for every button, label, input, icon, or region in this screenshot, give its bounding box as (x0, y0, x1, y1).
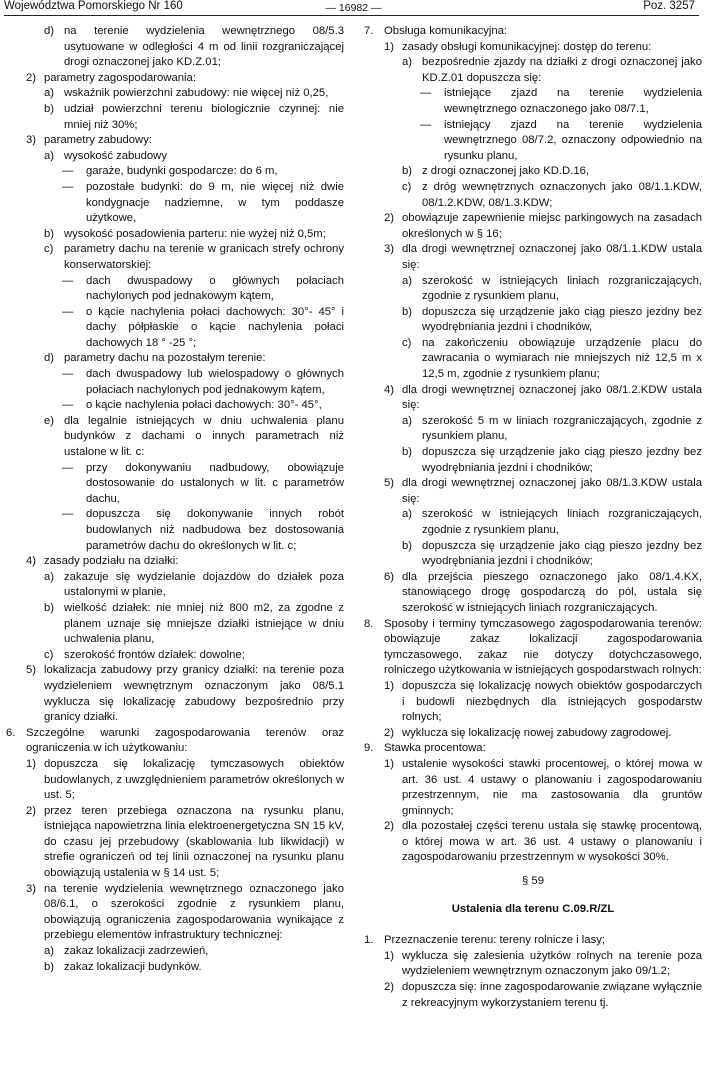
list-marker: 3) (384, 243, 395, 256)
list-item-text: o kącie nachylenia połaci dachowych: 30°- 45° i dachy półpłaskie o kącie nachylenia połaci dachowych 18 ° -25 °; (86, 305, 344, 349)
list-marker: b) (44, 960, 55, 973)
list-item (6, 944, 344, 960)
list-item-text: dopuszcza się dokonywanie innych robót budowlanych niż nadbudowa bez dostosowania parametrów dachu do określonych w lit. c; (86, 508, 344, 552)
list-item (6, 133, 344, 149)
list-item-text: zakaz lokalizacji zadrzewień, (64, 945, 209, 958)
list-item-text: dach dwuspadowy lub wielospadowy o głównych połaciach nachylonych pod jednakowym kątem, (86, 368, 344, 396)
list-marker: 1) (384, 949, 395, 962)
list-marker: — (420, 87, 432, 100)
list-item (364, 757, 702, 819)
list-marker: 2) (384, 981, 395, 994)
list-marker: — (62, 305, 74, 318)
list-item (364, 40, 702, 56)
list-item-text: dla drogi wewnętrznej oznaczonej jako 08/1.1.KDW ustala się: (402, 243, 702, 271)
list-marker: a) (402, 508, 413, 521)
list-item (364, 933, 702, 949)
list-item (6, 960, 344, 976)
list-item (364, 414, 702, 445)
list-marker: b) (44, 102, 55, 115)
list-item (6, 102, 344, 133)
list-marker: c) (44, 243, 54, 256)
list-item-text: dach dwuspadowy o głównych połaciach nachylonych pod jednakowym kątem, (86, 274, 344, 303)
list-marker: a) (44, 149, 55, 162)
left-column (6, 24, 344, 975)
list-item (6, 274, 344, 305)
list-marker: a) (44, 945, 55, 958)
list-marker: 5) (26, 664, 37, 677)
list-item-text: Sposoby i terminy tymczasowego zagospodarowania terenów: obowiązuje zakaz lokalizacji zagospodarowania tymczasowego, zakaz nie dotyczy dotychczasowego, rolniczego użytkowania w istniejących gospodarstwach rolnych: (384, 617, 702, 677)
list-marker: 1) (26, 757, 37, 770)
list-item-text: pozostałe budynki: do 9 m, nie więcej niż dwie kondygnacje nadziemne, w tym poddasze użytkowe, (86, 180, 344, 225)
list-item (6, 149, 344, 165)
list-item-text: parametry zagospodarowania: (44, 71, 196, 84)
list-item (6, 227, 344, 243)
list-item-text: dopuszcza się: inne zagospodarowanie związane wyłącznie z rekreacyjnym wykorzystaniem terenu tj. (402, 981, 702, 1009)
list-marker: b) (402, 305, 413, 318)
list-item-text: dla drogi wewnętrznej oznaczonej jako 08/1.3.KDW ustala się: (402, 477, 702, 505)
list-item-text: szerokość frontów działek: dowolne; (64, 648, 245, 661)
list-item-text: wyklucza się zalesienia użytków rolnych na terenie poza wydzieleniem wewnętrznym oznaczonym jako 09/1.2; (402, 949, 702, 978)
list-marker: — (62, 274, 74, 287)
list-item-text: wysokość zabudowy (64, 149, 167, 162)
list-item-text: obowiązuje zapewnienie miejsc parkingowych na zasadach określonych w § 16; (402, 212, 702, 240)
list-item (6, 86, 344, 102)
list-marker: 5) (384, 477, 395, 490)
page-header (0, 0, 707, 16)
journal-title: Województwa Pomorskiego Nr 160 (4, 0, 183, 12)
list-item (6, 663, 344, 725)
list-item (364, 819, 702, 866)
section-number: § 59 (522, 875, 544, 888)
list-item (364, 24, 702, 40)
list-marker: — (62, 461, 74, 474)
list-item (364, 274, 702, 305)
list-item-text: szerokość 5 m w liniach rozgraniczających, zgodnie z rysunkiem planu, (422, 414, 702, 443)
list-item-text: zasady obsługi komunikacyjnej: dostęp do terenu: (402, 40, 652, 53)
list-item-text: dopuszcza się urządzenie jako ciąg pieszo jezdny bez wyodrębniania jezdni i chodników, (422, 305, 702, 334)
list-item-text: przez teren przebiega oznaczona na rysunku planu, istniejąca napowietrzna linia elektroenergetyczna SN 15 kV, do czasu jej przebudowy (skablowania lub likwidacji) w strefie ograniczeń od tej linii oznaczonej na rysunku planu obowiązują ustalenia w § 14 ust. 5; (44, 804, 344, 880)
list-marker: b) (402, 539, 413, 552)
list-item (364, 539, 702, 570)
list-item (364, 617, 702, 679)
list-marker: b) (402, 446, 413, 459)
list-item (364, 164, 702, 180)
page-number: — 16982 — (325, 2, 382, 14)
list-item (6, 804, 344, 882)
list-marker: c) (44, 648, 54, 661)
list-marker: 1) (384, 40, 395, 53)
list-marker: 7. (364, 25, 374, 37)
list-item (6, 164, 344, 180)
list-marker: b) (402, 165, 413, 178)
list-item (6, 554, 344, 570)
list-marker: a) (44, 87, 55, 100)
list-item-text: istniejące zjazd na terenie wydzielenia wewnętrznego oznaczonego jako 08/7.1, (444, 87, 702, 115)
list-marker: e) (44, 414, 55, 427)
list-marker: 9. (364, 742, 374, 755)
list-item-text: zakaz lokalizacji budynków. (64, 960, 202, 973)
list-item (364, 242, 702, 273)
list-marker: — (420, 118, 432, 131)
list-marker: a) (44, 570, 55, 583)
list-item (6, 507, 344, 554)
list-item-text: Obsługa komunikacyjna: (384, 25, 508, 37)
list-item-text: szerokość w istniejących liniach rozgraniczających, zgodnie z rysunkiem planu, (422, 274, 702, 303)
list-marker: 2) (384, 212, 395, 225)
list-item-text: szerokość w istniejących liniach rozgraniczających, zgodnie z rysunkiem planu, (422, 508, 702, 536)
list-item-text: Stawka procentowa: (384, 742, 486, 755)
list-item-text: dopuszcza się lokalizację nowych obiektów gospodarczych i budowli niezbędnych dla istniejących gospodarstw rolnych; (402, 679, 702, 724)
list-item-text: z drogi oznaczonej jako KD.D.16, (422, 165, 590, 178)
list-item-text: dla legalnie istniejących w dniu uchwalenia planu budynków z dachami o innych parametrach niż ustalone w lit. c: (64, 414, 344, 459)
list-item (6, 570, 344, 601)
list-item-text: na terenie wydzielenia wewnętrznego 08/5.3 usytuowane w odległości 4 m od linii rozgraniczającej drogi oznaczonej jako KD.Z.01; (64, 25, 344, 69)
list-marker: a) (402, 274, 413, 287)
list-item-text: dopuszcza się urządzenie jako ciąg pieszo jezdny bez wyodrębniania jezdni i chodników; (422, 539, 702, 568)
list-item-text: wysokość posadowienia parteru: nie wyżej niż 0,5m; (64, 227, 326, 240)
list-item (6, 24, 344, 71)
list-item-text: na zakończeniu obowiązuje urządzenie placu do zawracania o wymiarach nie mniejszych niż 12,5 m x 12,5 m, zgodnie z rysunkiem planu; (422, 336, 702, 381)
list-item (6, 726, 344, 757)
list-marker: 8. (364, 617, 374, 630)
list-item (364, 476, 702, 507)
list-item (364, 980, 702, 1011)
list-item-text: wskaźnik powierzchni zabudowy: nie więcej niż 0,25, (64, 87, 329, 100)
list-item-text: dopuszcza się urządzenie jako ciąg pieszo jezdny bez wyodrębniania jezdni i chodników; (422, 446, 702, 474)
list-marker: 2) (384, 820, 395, 833)
position-number: Poz. 3257 (643, 0, 695, 12)
list-item-text: zasady podziału na działki: (44, 555, 179, 568)
list-marker: 1. (364, 934, 374, 947)
right-column-top (364, 24, 702, 866)
list-marker: 4) (384, 383, 395, 396)
list-item-text: lokalizacja zabudowy przy granicy działki: na terenie poza wydzieleniem wewnętrznym oznaczonym jako 08/5.1 wyklucza się lokalizację zabudowy bezpośrednio przy granicy działki. (44, 664, 344, 724)
list-item-text: zakazuje się wydzielanie dojazdów do działek poza ustalonymi w planie, (64, 570, 344, 599)
list-item (364, 211, 702, 242)
list-item (364, 679, 702, 726)
list-item-text: dla przejścia pieszego oznaczonego jako 08/1.4.KX, stanowiącego drogę gospodarczą do pól, ustala się szerokość w istniejących liniach rozgraniczających. (402, 570, 702, 614)
list-marker: 6) (384, 570, 395, 583)
list-item (364, 507, 702, 538)
list-item (364, 949, 702, 980)
list-marker: 1) (384, 757, 395, 770)
list-marker: c) (402, 180, 412, 193)
list-item (364, 305, 702, 336)
list-item-text: Przeznaczenie terenu: tereny rolnicze i lasy; (384, 934, 606, 947)
list-item-text: Szczególne warunki zagospodarowania terenów oraz ograniczenia w ich użytkowaniu: (26, 726, 344, 755)
list-item (6, 882, 344, 944)
list-item-text: z dróg wewnętrznych oznaczonych jako 08/1.1.KDW, 08/1.2.KDW, 08/1.3.KDW; (422, 180, 702, 209)
list-item (6, 461, 344, 508)
list-item-text: dla pozostałej części terenu ustala się stawkę procentową, o której mowa w art. 36 ust. 4 ustawy o planowaniu i zagospodarowaniu przestrzennym w wysokości 30%. (402, 820, 702, 864)
list-item-text: dla drogi wewnętrznej oznaczonej jako 08/1.2.KDW ustala się: (402, 383, 702, 412)
list-item (364, 383, 702, 414)
list-item-text: bezpośrednie zjazdy na działki z drogi oznaczonej jako KD.Z.01 dopuszcza się: (422, 56, 702, 84)
list-item (6, 305, 344, 352)
list-item-text: na terenie wydzielenia wewnętrznego oznaczonego jako 08/6.1, o szerokości zgodnie z rysunkiem planu, obowiązują ograniczenia zagospodarowania wynikające z przebiegu elementów infrastruktury technicznej: (44, 882, 344, 942)
list-marker: 2) (26, 804, 37, 817)
list-item (6, 71, 344, 87)
list-marker: 2) (26, 71, 37, 84)
list-marker: — (62, 180, 74, 193)
list-item (364, 180, 702, 211)
list-marker: 4) (26, 555, 37, 568)
header-rule (4, 15, 699, 16)
list-marker: — (62, 368, 74, 381)
list-marker: d) (44, 25, 55, 37)
list-marker: 3) (26, 134, 37, 147)
list-marker: 1) (384, 679, 395, 692)
list-marker: c) (402, 336, 412, 349)
list-item-text: wielkość działek: nie mniej niż 800 m2, za zgodne z planem uznaje się mniejsze działki istniejące w dniu uchwalenia planu, (64, 601, 344, 646)
list-item-text: garaże, budynki gospodarcze: do 6 m, (86, 165, 278, 178)
list-item (364, 726, 702, 742)
list-item-text: przy dokonywaniu nadbudowy, obowiązuje dostosowanie do ustalonych w lit. c parametrów dachu, (86, 461, 344, 505)
list-item-text: dopuszcza się lokalizację tymczasowych obiektów budowlanych, z uwzględnieniem parametrów określonych w ust. 5; (44, 757, 344, 802)
list-marker: b) (44, 227, 55, 240)
right-column (364, 24, 702, 1011)
list-marker: 6. (6, 726, 16, 739)
list-item (6, 367, 344, 398)
section-title: Ustalenia dla terenu C.09.R/ZL (451, 902, 615, 915)
list-item (6, 757, 344, 804)
list-item (6, 351, 344, 367)
list-item-text: ustalenie wysokości stawki procentowej, o której mowa w art. 36 ust. 4 ustawy o planowaniu i zagospodarowaniu przestrzennym, nie ma zastosowania dla gruntów gminnych; (402, 757, 702, 817)
list-item (364, 336, 702, 383)
list-item-text: parametry dachu na terenie w granicach strefy ochrony konserwatorskiej: (64, 243, 344, 271)
list-item (6, 414, 344, 461)
list-item (364, 445, 702, 476)
list-marker: a) (402, 56, 413, 69)
list-marker: b) (44, 601, 55, 614)
right-column-bottom (364, 933, 702, 1011)
list-marker: — (62, 508, 74, 521)
list-marker: — (62, 399, 74, 412)
list-item (364, 570, 702, 617)
list-marker: 2) (384, 726, 395, 739)
list-item-text: wyklucza się lokalizację nowej zabudowy zagrodowej. (402, 726, 672, 739)
list-item (6, 601, 344, 648)
list-item-text: udział powierzchni terenu biologicznie czynnej: nie mniej niż 30%; (64, 102, 344, 131)
list-item (6, 180, 344, 227)
list-item-text: o kącie nachylenia połaci dachowych: 30°- 45°, (86, 399, 322, 412)
list-marker: a) (402, 414, 413, 427)
list-marker: d) (44, 352, 55, 365)
list-item (364, 86, 702, 117)
list-item-text: istniejący zjazd na terenie wydzielenia wewnętrznego 08/7.2, oznaczony odpowiednio na rysunku planu, (444, 118, 702, 162)
list-marker: 3) (26, 882, 37, 895)
list-item (6, 398, 344, 414)
list-item-text: parametry zabudowy: (44, 134, 152, 147)
list-item-text: parametry dachu na pozostałym terenie: (64, 352, 266, 365)
list-marker: — (62, 165, 74, 178)
list-item (364, 118, 702, 165)
list-item (364, 741, 702, 757)
list-item (364, 55, 702, 86)
list-item (6, 648, 344, 664)
list-item (6, 242, 344, 273)
